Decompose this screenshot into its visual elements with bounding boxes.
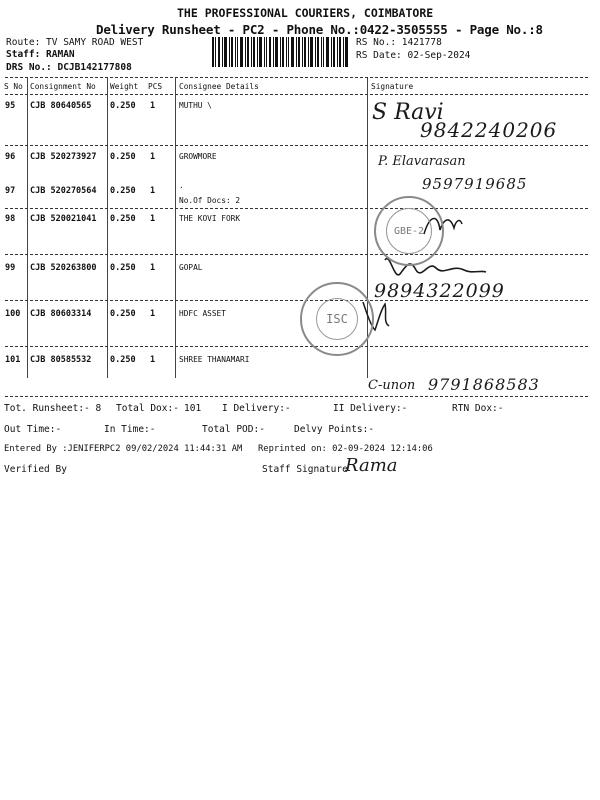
signature-4-name: C-unon [368,378,416,393]
row-weight: 0.250 [110,214,136,224]
row-sno: 96 [5,152,16,162]
row-pcs: 1 [150,101,156,111]
runsheet-title: Delivery Runsheet - PC2 - Phone No.:0422-3505555 - Page No.:8 [96,22,543,37]
row-rule [5,208,588,209]
row-consignment: CJB 80603314 [30,309,92,319]
row-rule [5,346,588,347]
row-consignee: THE KOVI FORK [179,214,241,223]
col-header-pcs: PCS [148,82,163,91]
row-sno: 99 [5,263,16,273]
row-weight: 0.250 [110,152,136,162]
stamp-text: GBE-2 [393,225,425,237]
staff-signature-label: Staff Signature [262,464,348,475]
stamp-text: ISC [326,312,348,326]
col-divider [175,78,176,378]
row-consignee: SHREE THANAMARI [179,355,250,364]
col-header-signature: Signature [371,82,414,91]
barcode-image [212,37,350,67]
staff-signature-handwriting: Rama [345,455,398,476]
entered-by: Entered By :JENIFERPC2 09/02/2024 11:44:31 AM [4,444,243,454]
row-sno: 95 [5,101,16,111]
i-delivery: I Delivery:- [222,403,291,414]
row-consignment: CJB 520263800 [30,263,97,273]
stamp-inner-ring [316,298,358,340]
row-sno: 100 [5,309,21,319]
in-time: In Time:- [104,424,156,435]
row-weight: 0.250 [110,263,136,273]
signature-2-name: P. Elavarasan [378,154,466,169]
row-consignee: . [179,181,184,190]
row-consignee: GROWMORE [179,152,217,161]
signature-1-phone: 9842240206 [420,118,558,142]
staff-label: Staff: RAMAN [6,49,75,60]
row-consignment: CJB 520273927 [30,152,97,162]
rtn-dox: RTN Dox:- [452,403,504,414]
tot-runsheet: Tot. Runsheet:- 8 [4,403,102,414]
stamp-inner-ring [386,208,432,254]
row-pcs: 1 [150,355,156,365]
table-bottom-rule [5,396,588,397]
row-pcs: 1 [150,263,156,273]
row-weight: 0.250 [110,309,136,319]
signature-4-phone: 9791868583 [428,375,540,394]
row-sno: 98 [5,214,16,224]
row-consignee: GOPAL [179,263,203,272]
row-rule [5,145,588,146]
col-header-consignee: Consignee Details [179,82,259,91]
row-consignment: CJB 80640565 [30,101,92,111]
route-label: Route: TV SAMY ROAD WEST [6,37,144,48]
signature-1-name: S Ravi [372,100,444,125]
header-top-rule [5,77,588,78]
row-pcs: 1 [150,152,156,162]
row-consignee: MUTHU \ [179,101,212,110]
rs-date-label: RS Date: 02-Sep-2024 [356,50,471,61]
col-divider [107,78,108,378]
total-dox-label: Total Dox:- [116,403,179,414]
row-consignee: HDFC ASSET [179,309,226,318]
signature-2-phone: 9597919685 [422,175,528,193]
row-consignment: CJB 80585532 [30,355,92,365]
reprinted-on: Reprinted on: 02-09-2024 12:14:06 [258,444,433,454]
total-pod: Total POD:- [202,424,265,435]
signature-3-phone: 9894322099 [374,280,505,302]
rs-no-label: RS No.: 1421778 [356,37,442,48]
row-pcs: 1 [150,214,156,224]
row-pcs: 1 [150,186,156,196]
col-header-sno: S No [4,82,23,91]
row-weight: 0.250 [110,101,136,111]
col-header-weight: Weight [110,82,139,91]
out-time: Out Time:- [4,424,62,435]
round-stamp [300,282,374,356]
row-rule [5,254,588,255]
delvy-points: Delvy Points:- [294,424,375,435]
row-doc-count: No.Of Docs: 2 [179,196,241,205]
col-header-consignment: Consignment No [30,82,96,91]
round-stamp [374,196,444,266]
row-sno: 101 [5,355,21,365]
row-pcs: 1 [150,309,156,319]
row-consignment: CJB 520021041 [30,214,97,224]
row-weight: 0.250 [110,355,136,365]
row-consignment: CJB 520270564 [30,186,97,196]
total-dox-value: 101 [184,403,202,414]
col-divider [27,78,28,378]
header-bottom-rule [5,94,588,95]
row-sno: 97 [5,186,16,196]
ii-delivery: II Delivery:- [333,403,408,414]
company-title: THE PROFESSIONAL COURIERS, COIMBATORE [177,6,434,20]
drs-label: DRS No.: DCJB142177808 [6,62,132,73]
row-weight: 0.250 [110,186,136,196]
verified-by: Verified By [4,464,67,475]
